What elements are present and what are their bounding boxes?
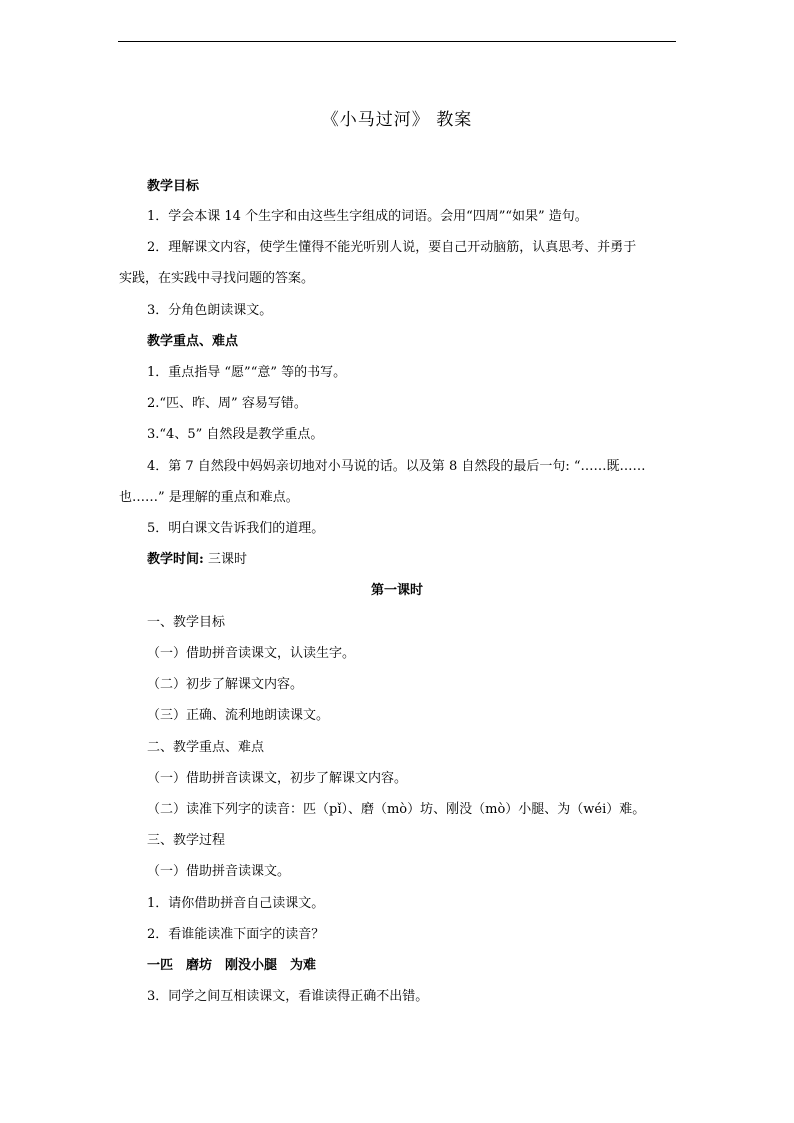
goal-line: 实践，在实践中寻找问题的答案。	[119, 271, 315, 286]
header-rule	[118, 41, 676, 42]
lesson-line: （一）借助拼音读课文，认读生字。	[147, 646, 356, 661]
keypoint-line: 3.“4、5” 自然段是教学重点。	[147, 427, 324, 442]
keypoint-line: 2.“匹、昨、周” 容易写错。	[147, 396, 307, 411]
keypoint-line: 4．第 7 自然段中妈妈亲切地对小马说的话。以及第 8 自然段的最后一句: “……既……	[147, 459, 646, 474]
lesson-line: 二、教学重点、难点	[147, 740, 265, 755]
lesson-line: 3．同学之间互相读课文，看谁读得正确不出错。	[147, 989, 429, 1004]
teaching-time-label: 教学时间:	[147, 552, 204, 567]
lesson-line: （一）借助拼音读课文，初步了解课文内容。	[147, 771, 408, 786]
keypoint-line: 5．明白课文告诉我们的道理。	[147, 521, 325, 536]
lesson-line: 2．看谁能读准下面字的读音？	[147, 927, 325, 942]
lesson-line: 三、教学过程	[147, 833, 226, 848]
keypoint-line: 1．重点指导 “愿”“意” 等的书写。	[147, 365, 347, 380]
goal-line: 2．理解课文内容，使学生懂得不能光听别人说，要自己开动脑筋，认真思考、并勇于	[147, 240, 637, 255]
lesson-line: 一、教学目标	[147, 615, 226, 630]
keypoint-line: 也……” 是理解的重点和难点。	[119, 490, 299, 505]
lesson-line: 1．请你借助拼音自己读课文。	[147, 896, 325, 911]
section-heading-keypoints: 教学重点、难点	[147, 334, 239, 349]
teaching-time	[147, 551, 247, 569]
lesson-line: （二）初步了解课文内容。	[147, 677, 304, 692]
goal-line: 3．分角色朗读课文。	[147, 303, 273, 318]
teaching-time-value: 三课时	[203, 552, 247, 567]
section-heading-goals: 教学目标	[147, 179, 200, 194]
lesson-line: （二）读准下列字的读音：匹（pǐ）、磨（mò）坊、刚没（mò）小腿、为（wéi）难。	[147, 802, 646, 817]
goal-line: 1．学会本课 14 个生字和由这些生字组成的词语。会用“四周”“如果” 造句。	[147, 209, 588, 224]
lesson-line: （一）借助拼音读课文。	[147, 864, 291, 879]
lesson-line: （三）正确、流利地朗读课文。	[147, 708, 330, 723]
lesson-line: 一匹 磨坊 刚没小腿 为难	[147, 958, 317, 973]
lesson-heading: 第一课时	[370, 583, 423, 598]
document-title: 《小马过河》 教案	[321, 110, 473, 130]
